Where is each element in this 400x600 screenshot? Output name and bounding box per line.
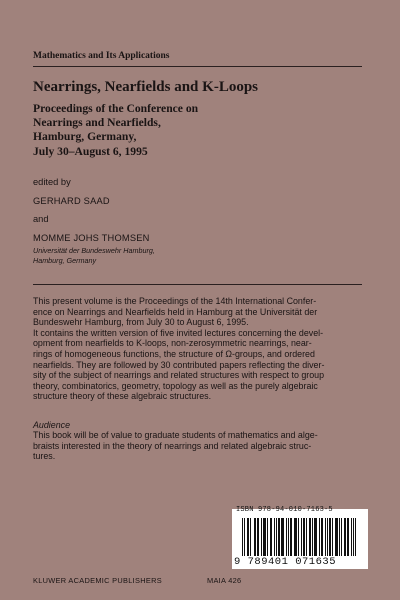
description-line: opment from nearfields to K-loops, non-zerosymmetric nearrings, near- <box>33 338 312 349</box>
barcode-bar <box>282 518 283 556</box>
barcode-bar <box>347 518 348 556</box>
book-subtitle <box>33 102 363 159</box>
editor-name: GERHARD SAAD <box>33 196 110 206</box>
description-line: Bundeswehr Hamburg, from July 30 to August 6, 1995. <box>33 317 249 328</box>
barcode-bar <box>327 518 328 556</box>
barcode-bar <box>270 518 271 556</box>
barcode-bar <box>319 518 320 556</box>
barcode-bar <box>312 518 313 556</box>
barcode-bar <box>244 518 245 556</box>
barcode-bar <box>255 518 256 556</box>
barcode-bar <box>355 518 356 556</box>
isbn-number: ISBN 978-94-010-7163-5 <box>236 506 333 514</box>
barcode-bar <box>248 518 249 556</box>
barcode-bar <box>332 518 333 556</box>
barcode-bar <box>271 518 272 556</box>
affiliation-line: Universität der Bundeswehr Hamburg, <box>33 246 155 255</box>
publisher-name: KLUWER ACADEMIC PUBLISHERS <box>33 576 162 585</box>
description-line: structure theory of these algebraic structures. <box>33 391 212 402</box>
barcode-bar <box>314 518 315 556</box>
barcode-bar <box>283 518 284 556</box>
barcode-bar <box>291 518 292 556</box>
barcode-bar <box>316 518 317 556</box>
barcode-bar <box>247 518 248 556</box>
barcode-bar <box>264 518 265 556</box>
barcode-bar <box>298 518 299 556</box>
barcode-bar <box>294 518 295 556</box>
barcode-bar <box>250 518 251 556</box>
barcode-bar <box>263 518 264 556</box>
barcode-bar <box>337 518 338 556</box>
barcode-bar <box>286 518 287 556</box>
edited-by-label: edited by <box>33 177 71 187</box>
subtitle-line: Proceedings of the Conference on <box>33 102 199 115</box>
book-title: Nearrings, Nearfields and K-Loops <box>33 79 258 95</box>
subtitle-line: July 30–August 6, 1995 <box>33 144 148 158</box>
barcode-bar <box>329 518 330 556</box>
barcode-bar <box>290 518 291 556</box>
description-line: rings of homogeneous functions, the structure of Ω-groups, and ordered <box>33 348 315 359</box>
barcode-bar <box>274 518 275 556</box>
barcode-bar <box>258 518 259 556</box>
book-description <box>33 296 367 402</box>
description-line: This present volume is the Proceedings of the 14th International Confer- <box>33 296 317 306</box>
description-line: It contains the written version of five invited lectures concerning the devel- <box>33 327 324 338</box>
barcode-bar <box>267 518 268 556</box>
series-number: MAIA 426 <box>207 576 242 585</box>
audience-line: braists interested in the theory of nearrings and related algebraic struc- <box>33 440 312 451</box>
barcode-bar <box>254 518 255 556</box>
barcode-bar <box>303 518 304 556</box>
barcode-bar <box>257 518 258 556</box>
barcode-bar <box>339 518 340 556</box>
subtitle-line: Hamburg, Germany, <box>33 130 137 144</box>
audience-line: tures. <box>33 451 56 462</box>
affiliation-line: Hamburg, Germany <box>33 255 97 265</box>
barcode-bar <box>325 518 326 556</box>
barcode-bar <box>281 518 282 556</box>
description-line: ence on Nearrings and Nearfields held in Hamburg at the Universität der <box>33 306 318 317</box>
barcode-bar <box>330 518 331 556</box>
barcode-bar <box>348 518 349 556</box>
barcode-bar <box>261 518 262 556</box>
barcode-bar <box>351 518 352 556</box>
barcode-bar <box>242 518 243 556</box>
barcode-bar <box>336 518 337 556</box>
barcode-bar <box>288 518 289 556</box>
barcode-bar <box>265 518 266 556</box>
barcode-bar <box>322 518 323 556</box>
ean-digits: 9 789401 071635 <box>234 556 337 568</box>
barcode-bar <box>301 518 302 556</box>
editor-affiliation <box>33 246 155 265</box>
barcode-bar <box>341 518 342 556</box>
barcode-bar <box>276 518 277 556</box>
subtitle-line: Nearrings and Nearfields, <box>33 116 161 130</box>
barcode-bar <box>304 518 305 556</box>
middle-divider <box>33 284 362 285</box>
audience-line: This book will be of value to graduate students of mathematics and alge- <box>33 430 318 440</box>
barcode-icon <box>242 518 360 556</box>
barcode-bar <box>295 518 296 556</box>
barcode-bar <box>310 518 311 556</box>
series-name: Mathematics and Its Applications <box>33 51 170 61</box>
barcode-bar <box>353 518 354 556</box>
barcode-bar <box>309 518 310 556</box>
barcode-bar <box>321 518 322 556</box>
barcode-bar <box>345 518 346 556</box>
audience-heading: Audience <box>33 420 71 430</box>
barcode-bar <box>306 518 307 556</box>
barcode-bar <box>279 518 280 556</box>
top-divider <box>33 66 362 67</box>
barcode-bar <box>296 518 297 556</box>
editor-name: MOMME JOHS THOMSEN <box>33 233 150 243</box>
barcode-bar <box>315 518 316 556</box>
barcode-bar <box>344 518 345 556</box>
audience-text <box>33 430 367 462</box>
barcode-bar <box>335 518 336 556</box>
description-line: theory, combinatorics, geometry, topology as well as the purely algebraic <box>33 380 318 391</box>
description-line: sity of the subject of nearrings and related structures with respect to group <box>33 370 325 381</box>
description-line: nearfields. They are followed by 30 contributed papers reflecting the diver- <box>33 359 325 370</box>
and-label: and <box>33 214 49 224</box>
barcode-bar <box>278 518 279 556</box>
